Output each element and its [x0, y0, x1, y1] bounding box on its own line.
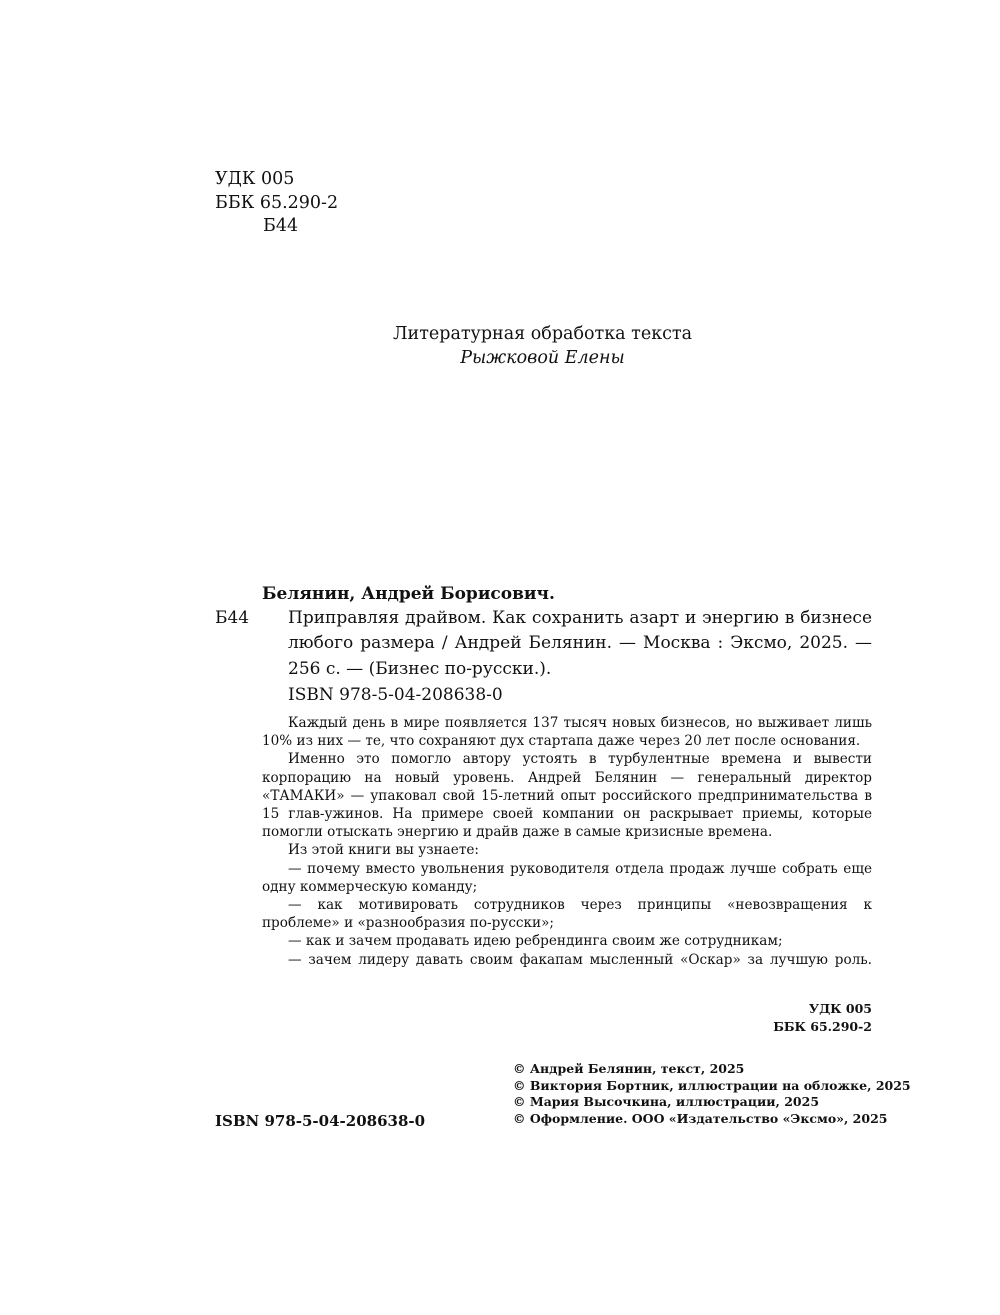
editing-label: Литературная обработка текста — [392, 324, 693, 344]
isbn-bottom: ISBN 978-5-04-208638-0 — [215, 1112, 426, 1130]
annotation — [262, 714, 872, 969]
annotation-paragraph: Каждый день в мире появляется 137 тысяч новых бизнесов, но выживает лишь 10% из них — те, что сохраняют дух стартапа даже через 20 лет после основания. — [262, 715, 872, 750]
annotation-list-item: — зачем лидеру давать своим факапам мысленный «Оскар» за лучшую роль. — [288, 951, 872, 968]
bbk-code: ББК 65.290-2 — [215, 193, 339, 213]
copyright-line: © Виктория Бортник, иллюстрации на обложке, 2025 — [513, 1077, 911, 1093]
udk-code-bottom: УДК 005 — [808, 1001, 872, 1016]
record-isbn: ISBN 978-5-04-208638-0 — [288, 685, 503, 705]
copyright-line: © Оформление. ООО «Издательство «Эксмо», 2025 — [513, 1110, 888, 1126]
editing-credit — [300, 322, 785, 370]
copyright-line: © Андрей Белянин, текст, 2025 — [513, 1061, 745, 1076]
record-author-mark: Б44 — [215, 608, 250, 628]
annotation-list-item: — почему вместо увольнения руководителя отдела продаж лучше собрать еще одну коммерческую команду; — [262, 860, 872, 895]
copyright-line: © Мария Высочкина, иллюстрации, 2025 — [513, 1094, 820, 1110]
annotation-list-item: — как и зачем продавать идею ребрендинга своим же сотрудникам; — [288, 933, 783, 950]
bbk-code-bottom: ББК 65.290-2 — [773, 1019, 872, 1034]
copyright-block — [513, 1061, 911, 1127]
bibliographic-description: Приправляя драйвом. Как сохранить азарт и энергию в бизнесе любого размера / Андрей Белянин. — Москва : Эксмо, 2025. — 256 с. — (Бизнес по-русски.). — [288, 608, 872, 679]
author-heading: Белянин, Андрей Борисович. — [262, 584, 555, 604]
annotation-paragraph: Именно это помогло автору устоять в турбулентные времена и вывести корпорацию на новый уровень. Андрей Белянин — генеральный директор «ТАМАКИ» — упаковал свой 15-летний опыт российского предпринимательства в 15 глав-ужинов. На примере своей компании он раскрывает приемы, которые помогли отыскать энергию и драйв даже в самые кризисные времена. — [262, 751, 872, 841]
annotation-paragraph: Из этой книги вы узнаете: — [288, 842, 479, 859]
author-mark: Б44 — [263, 216, 299, 236]
annotation-list-item: — как мотивировать сотрудников через принципы «невозвращения к проблеме» и «разнообразия по-русски»; — [262, 897, 872, 932]
udk-code: УДК 005 — [215, 169, 295, 189]
editor-name: Рыжковой Елены — [460, 348, 625, 368]
